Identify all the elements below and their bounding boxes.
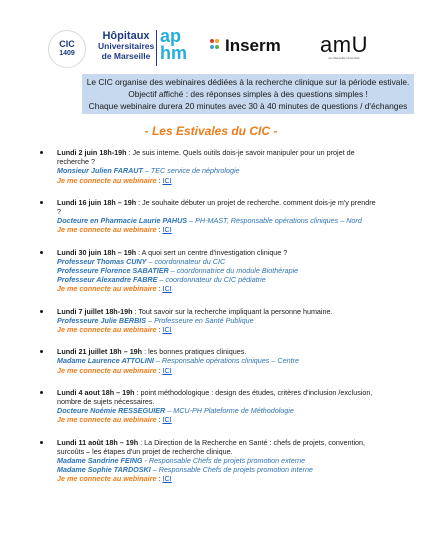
inserm-dot — [210, 39, 214, 43]
speaker — [57, 275, 380, 284]
inserm-dots-icon — [210, 39, 222, 55]
webinar-date: Lundi 21 juillet 18h – 19h — [57, 347, 143, 357]
speaker-role: – coordonnatrice du module Biothérapie — [168, 266, 299, 276]
banner-line-1: Le CIC organise des webinaires dédiées à la recherche clinique sur la période estivale. — [86, 77, 410, 87]
speaker — [57, 257, 380, 266]
connect-label: Je me connecte au webinaire — [57, 365, 157, 375]
webinar-link[interactable]: ICI — [162, 284, 172, 294]
speaker-role: – MCU-PH Plateforme de Méthodologie — [165, 406, 294, 416]
inserm-logo-text: Inserm — [225, 36, 281, 55]
speaker-name: Docteure en Pharmacie Laurie PAHUS — [57, 216, 188, 226]
connect-separator: : — [156, 225, 163, 235]
aphm-mark-top: ap — [160, 26, 182, 46]
speaker-name: Professeure Florence SABATIER — [57, 266, 169, 276]
inserm-dot — [210, 45, 214, 49]
connect-label: Je me connecte au webinaire — [57, 175, 157, 185]
speaker-role: – coordonnateur du CIC pédiatrie — [157, 275, 266, 285]
webinar-link[interactable]: ICI — [162, 474, 172, 484]
webinar-item — [40, 388, 380, 425]
banner-line-2: Objectif affiché : des réponses simples à des questions simples ! — [128, 89, 368, 99]
speaker — [57, 266, 380, 275]
cic-logo-text: CIC — [59, 39, 75, 49]
bullet-icon — [40, 350, 43, 353]
webinar-date: Lundi 16 juin 18h – 19h — [57, 197, 137, 207]
speaker-role: – coordonnateur du CIC — [146, 256, 226, 266]
speaker-name: Professeure Julie BERBIS — [57, 315, 147, 325]
connect-separator: : — [156, 474, 163, 484]
page-title: - Les Estivales du CIC - — [144, 124, 278, 138]
webinar-description — [57, 148, 380, 166]
webinar-topic: : Tout savoir sur la recherche impliquant la personne humaine. — [132, 306, 333, 316]
webinar-description — [57, 347, 380, 356]
connect-line — [57, 225, 380, 234]
webinar-date: Lundi 11 août 18h – 19h — [57, 437, 139, 447]
connect-separator: : — [156, 284, 163, 294]
inserm-dot — [215, 39, 219, 43]
aphm-divider — [156, 30, 157, 66]
webinar-date: Lundi 2 juin 18h-19h — [57, 148, 127, 157]
speaker — [57, 356, 380, 365]
bullet-icon — [40, 391, 43, 394]
bullet-icon — [40, 441, 43, 444]
webinar-item — [40, 438, 380, 484]
webinar-description — [57, 307, 380, 316]
speaker-name: Docteure Noémie RESSEGUIER — [57, 406, 166, 416]
connect-label: Je me connecte au webinaire — [57, 325, 157, 335]
speaker — [57, 456, 380, 465]
speaker — [57, 216, 380, 225]
webinar-item — [40, 148, 380, 185]
speaker-role: – TEC service de néphrologie — [142, 166, 240, 176]
connect-separator: : — [156, 415, 163, 425]
speaker-name: Monsieur Julien FARAUT — [57, 166, 143, 176]
webinar-item — [40, 198, 380, 235]
speaker-role: – Professeure en Santé Publique — [146, 315, 254, 325]
bullet-icon — [40, 151, 43, 154]
speaker — [57, 166, 380, 175]
intro-banner — [82, 74, 414, 114]
aphm-line-2: Universitaires — [98, 41, 155, 51]
aphm-mark-bottom: hm — [160, 43, 187, 63]
connect-separator: : — [156, 365, 163, 375]
webinar-list — [40, 148, 380, 484]
webinar-topic: : point méthodologique : design des études, critères d'inclusion /exclusion, nombre de sujets nécessaires. — [57, 387, 373, 407]
speaker — [57, 406, 380, 415]
webinar-item — [40, 347, 380, 375]
webinar-description — [57, 248, 380, 257]
connect-label: Je me connecte au webinaire — [57, 225, 157, 235]
connect-line — [57, 176, 380, 185]
webinar-link[interactable]: ICI — [162, 365, 172, 375]
connect-separator: : — [156, 325, 163, 335]
webinar-link[interactable]: ICI — [162, 415, 172, 425]
amu-logo-subtext: Aix Marseille Université — [328, 56, 360, 60]
webinar-date: Lundi 30 juin 18h – 19h — [57, 247, 137, 257]
webinar-topic: : A quoi sert un centre d'investigation clinique ? — [136, 247, 288, 257]
webinar-link[interactable]: ICI — [162, 225, 172, 235]
connect-separator: : — [156, 175, 163, 185]
webinar-topic: : La Direction de la Recherche en Santé : chefs de projets, convention, surcoûts – les étapes d'un projet de recherche clinique. — [57, 437, 366, 456]
webinar-link[interactable]: ICI — [162, 175, 172, 185]
inserm-dot — [215, 45, 219, 49]
webinar-topic: : Je suis interne. Quels outils dois-je savoir manipuler pour un projet de recherche ? — [57, 148, 355, 167]
webinar-description — [57, 198, 380, 216]
webinar-item — [40, 248, 380, 294]
speaker-name: Professeur Alexandre FABRE — [57, 275, 158, 285]
connect-label: Je me connecte au webinaire — [57, 415, 157, 425]
inserm-logo — [210, 36, 300, 60]
aphm-line-3: de Marseille — [101, 51, 151, 61]
speaker-role: – Responsable opérations cliniques – Centre — [153, 356, 299, 366]
cic-logo-number: 1409 — [59, 50, 75, 57]
connect-line — [57, 325, 380, 334]
webinar-item — [40, 307, 380, 335]
webinar-date: Lundi 4 aout 18h – 19h — [57, 387, 135, 397]
aphm-line-1: Hôpitaux — [102, 30, 150, 42]
webinar-topic: : les bonnes pratiques cliniques. — [142, 347, 247, 357]
aphm-logo — [98, 28, 194, 68]
connect-label: Je me connecte au webinaire — [57, 474, 157, 484]
webinar-topic: : Je souhaite débuter un projet de recherche. comment dois-je m'y prendre ? — [57, 197, 376, 217]
amu-logo — [314, 34, 374, 68]
speaker-name: Professeur Thomas CUNY — [57, 256, 147, 266]
webinar-date: Lundi 7 juillet 18h-19h — [57, 306, 133, 316]
speaker-name: Madame Laurence ATTOLINI — [57, 356, 154, 366]
speaker-role: – PH-MAST, Responsable opérations cliniques – Nord — [187, 216, 362, 226]
bullet-icon — [40, 201, 43, 204]
speaker-role: - Responsable Chefs de projets promotion externe — [142, 456, 306, 466]
bullet-icon — [40, 310, 43, 313]
connect-line — [57, 284, 380, 293]
speaker — [57, 465, 380, 474]
speaker-role: – Responsable Chefs de projets promotion interne — [150, 465, 313, 475]
cic-logo — [48, 30, 86, 68]
banner-line-3: Chaque webinaire durera 20 minutes avec 30 à 40 minutes de questions / d'échanges — [88, 101, 408, 111]
webinar-link[interactable]: ICI — [162, 325, 172, 335]
amu-logo-text: amU — [320, 32, 368, 57]
connect-line — [57, 366, 380, 375]
connect-line — [57, 474, 380, 483]
speaker-name: Madame Sandrine FEING — [57, 456, 143, 466]
speaker — [57, 316, 380, 325]
logo-bar — [0, 24, 422, 74]
webinar-description — [57, 388, 380, 406]
connect-line — [57, 415, 380, 424]
connect-label: Je me connecte au webinaire — [57, 284, 157, 294]
speaker-name: Madame Sophie TARDOSKI — [57, 465, 151, 475]
webinar-description — [57, 438, 380, 456]
bullet-icon — [40, 251, 43, 254]
